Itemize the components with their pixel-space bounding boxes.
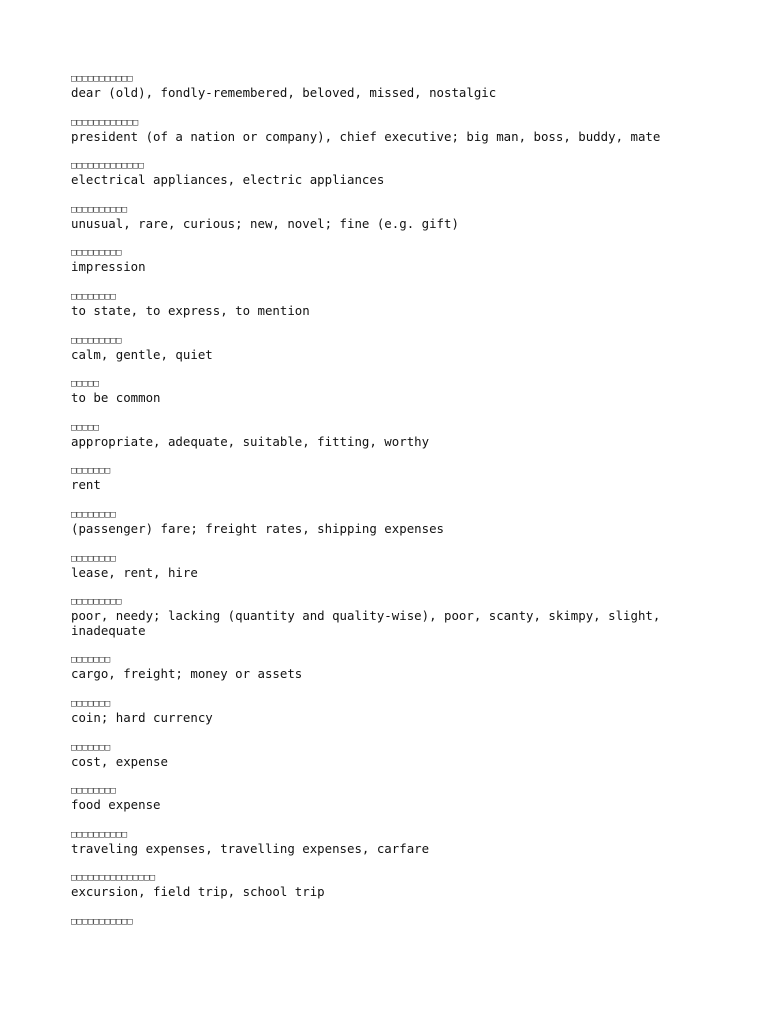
gloss: food expense [71, 797, 161, 813]
list-item [71, 508, 711, 537]
gloss: coin; hard currency [71, 709, 213, 725]
vocabulary-list [71, 72, 711, 944]
gloss: traveling expenses, travelling expenses, carfare [71, 840, 430, 856]
headword: □□□□□□□□□□ [71, 829, 128, 840]
list-item [71, 741, 711, 770]
gloss: cost, expense [71, 753, 168, 769]
list-item [71, 697, 711, 726]
headword: □□□□□□□□□ [71, 248, 122, 259]
headword: □□□□□□□□□ [71, 335, 122, 346]
headword: □□□□□□□ [71, 655, 111, 666]
list-item [71, 464, 711, 493]
headword: □□□□□ [71, 422, 100, 433]
list-item [71, 116, 711, 145]
list-item [71, 421, 711, 450]
gloss: to be common [71, 390, 161, 406]
headword: □□□□□□□□□□□□□□□ [71, 873, 156, 884]
list-item [71, 552, 711, 581]
list-item [71, 595, 711, 638]
headword: □□□□□□□□ [71, 553, 116, 564]
list-item [71, 871, 711, 900]
gloss: (passenger) fare; freight rates, shipping expenses [71, 520, 444, 536]
gloss: excursion, field trip, school trip [71, 884, 325, 900]
headword: □□□□□□□□□□□ [71, 74, 133, 84]
list-item [71, 159, 711, 188]
headword: □□□□□□□□□ [71, 597, 122, 608]
list-item [71, 653, 711, 682]
gloss: cargo, freight; money or assets [71, 666, 303, 682]
list-item [71, 915, 711, 929]
headword: □□□□□□□ [71, 742, 111, 753]
gloss: calm, gentle, quiet [71, 346, 213, 362]
gloss: rent [71, 477, 101, 493]
gloss: to state, to express, to mention [71, 302, 310, 318]
gloss: unusual, rare, curious; new, novel; fine (e.g. gift) [71, 215, 459, 231]
gloss: poor, needy; lacking (quantity and quality-wise), poor, scanty, skimpy, slight, inadequate [71, 608, 661, 638]
headword: □□□□□□□□ [71, 786, 116, 797]
list-item [71, 246, 711, 275]
list-item [71, 828, 711, 857]
gloss: impression [71, 259, 146, 275]
gloss: electrical appliances, electric appliances [71, 172, 385, 188]
list-item [71, 290, 711, 319]
headword: □□□□□□□□ [71, 509, 116, 520]
headword: □□□□□□□□□□ [71, 204, 128, 215]
list-item [71, 377, 711, 406]
list-item [71, 784, 711, 813]
headword: □□□□□□□ [71, 698, 111, 709]
headword: □□□□□□□ [71, 466, 111, 477]
headword: □□□□□□□□□□□□□ [71, 161, 145, 172]
gloss: dear (old), fondly-remembered, beloved, missed, nostalgic [71, 85, 497, 100]
headword: □□□□□□□□ [71, 291, 116, 302]
gloss: lease, rent, hire [71, 564, 198, 580]
gloss: appropriate, adequate, suitable, fitting, worthy [71, 433, 430, 449]
list-item [71, 72, 711, 101]
headword: □□□□□□□□□□□ [71, 916, 133, 927]
list-item [71, 203, 711, 232]
list-item [71, 334, 711, 363]
gloss: president (of a nation or company), chief executive; big man, boss, buddy, mate [71, 128, 661, 144]
headword: □□□□□ [71, 379, 100, 390]
headword: □□□□□□□□□□□□ [71, 117, 139, 128]
